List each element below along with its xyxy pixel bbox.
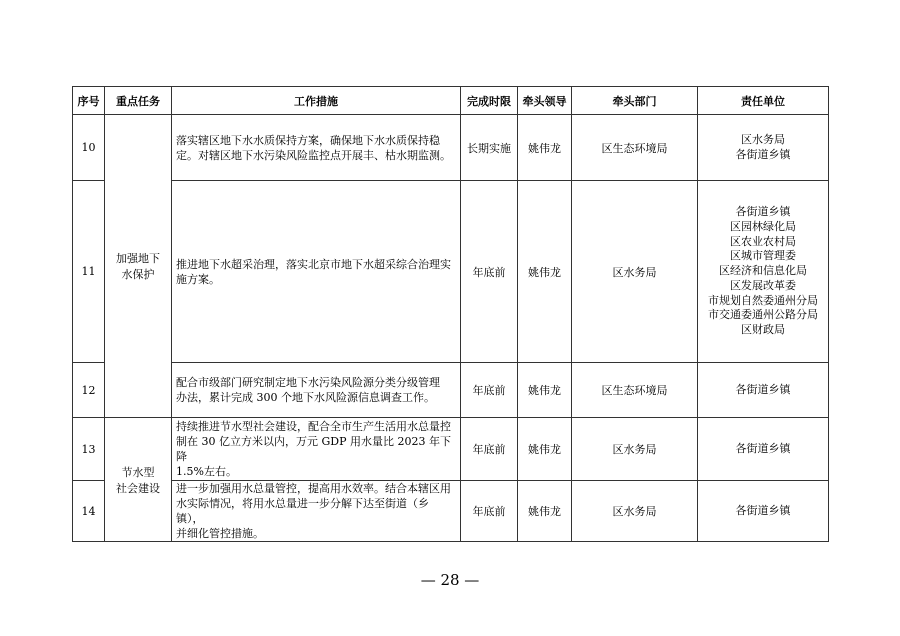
deadline-cell: 年底前 xyxy=(461,481,518,542)
row-number: 11 xyxy=(73,181,105,363)
table-row xyxy=(73,181,829,363)
measure-line: 1.5%左右。 xyxy=(176,465,237,478)
measure-line: 进一步加强用水总量管控，提高用水效率。结合本辖区用 xyxy=(176,482,451,495)
key-task-line: 水保护 xyxy=(121,268,155,281)
leader-cell: 姚伟龙 xyxy=(518,115,572,181)
key-task-line: 加强地下 xyxy=(116,252,160,265)
dept-cell: 区水务局 xyxy=(572,418,698,481)
table-row xyxy=(73,481,829,542)
leader-cell: 姚伟龙 xyxy=(518,363,572,418)
leader-cell: 姚伟龙 xyxy=(518,181,572,363)
key-task-line: 社会建设 xyxy=(116,481,160,495)
header-task: 重点任务 xyxy=(105,87,172,115)
header-units: 责任单位 xyxy=(698,87,829,115)
measure-cell xyxy=(172,115,461,181)
leader-cell: 姚伟龙 xyxy=(518,418,572,481)
unit-line: 各街道乡镇 xyxy=(735,441,791,455)
table-header-row xyxy=(73,87,829,115)
measure-line: 落实辖区地下水水质保持方案，确保地下水水质保持稳 xyxy=(176,133,440,147)
unit-line: 各街道乡镇 xyxy=(735,503,791,517)
key-task-cell xyxy=(105,418,172,542)
table-row xyxy=(73,363,829,418)
header-dept: 牵头部门 xyxy=(572,87,698,115)
row-number: 12 xyxy=(73,363,105,418)
unit-line: 区农业农村局 xyxy=(730,234,796,248)
unit-line: 各街道乡镇 xyxy=(735,382,791,396)
unit-line: 区财政局 xyxy=(741,323,785,337)
deadline-cell: 年底前 xyxy=(461,181,518,363)
header-deadline: 完成时限 xyxy=(461,87,518,115)
task-table xyxy=(72,86,829,542)
measure-line: 持续推进节水型社会建设，配合全市生产生活用水总量控 xyxy=(176,420,451,433)
table-row xyxy=(73,418,829,481)
measure-line: 并细化管控措施。 xyxy=(176,527,264,540)
dept-cell: 区生态环境局 xyxy=(572,363,698,418)
key-task-line: 节水型 xyxy=(121,465,155,479)
header-leader: 牵头领导 xyxy=(518,87,572,115)
units-cell xyxy=(698,181,829,363)
measure-line: 制在 30 亿立方米以内，万元 GDP 用水量比 2023 年下降 xyxy=(176,435,451,463)
table-row xyxy=(73,115,829,181)
units-cell xyxy=(698,363,829,418)
unit-line: 市交通委通州公路分局 xyxy=(708,308,818,322)
header-measure: 工作措施 xyxy=(172,87,461,115)
document-page xyxy=(72,86,829,542)
measure-cell xyxy=(172,181,461,363)
dept-cell: 区水务局 xyxy=(572,481,698,542)
unit-line: 区水务局 xyxy=(741,132,785,146)
measure-line: 办法，累计完成 300 个地下水风险源信息调查工作。 xyxy=(176,391,435,404)
units-cell xyxy=(698,115,829,181)
measure-line: 施方案。 xyxy=(176,272,220,286)
unit-line: 各街道乡镇 xyxy=(735,204,791,218)
unit-line: 各街道乡镇 xyxy=(735,147,791,161)
dept-cell: 区水务局 xyxy=(572,181,698,363)
unit-line: 区园林绿化局 xyxy=(730,219,796,233)
key-task-cell xyxy=(105,115,172,418)
units-cell xyxy=(698,418,829,481)
deadline-cell: 年底前 xyxy=(461,418,518,481)
measure-cell xyxy=(172,481,461,542)
measure-line: 配合市级部门研究制定地下水污染风险源分类分级管理 xyxy=(176,376,440,389)
unit-line: 市规划自然委通州分局 xyxy=(708,293,818,307)
deadline-cell: 年底前 xyxy=(461,363,518,418)
row-number: 14 xyxy=(73,481,105,542)
page-number: — 28 — xyxy=(420,571,480,589)
measure-line: 推进地下水超采治理，落实北京市地下水超采综合治理实 xyxy=(176,257,451,271)
dept-cell: 区生态环境局 xyxy=(572,115,698,181)
units-cell xyxy=(698,481,829,542)
unit-line: 区发展改革委 xyxy=(730,278,796,292)
unit-line: 区经济和信息化局 xyxy=(719,264,807,278)
row-number: 10 xyxy=(73,115,105,181)
leader-cell: 姚伟龙 xyxy=(518,481,572,542)
row-number: 13 xyxy=(73,418,105,481)
measure-line: 水实际情况，将用水总量进一步分解下达至街道（乡镇）， xyxy=(176,497,429,525)
header-seq: 序号 xyxy=(73,87,105,115)
unit-line: 区城市管理委 xyxy=(730,249,796,263)
measure-cell xyxy=(172,363,461,418)
measure-line: 定。对辖区地下水污染风险监控点开展丰、枯水期监测。 xyxy=(176,148,451,162)
deadline-cell: 长期实施 xyxy=(461,115,518,181)
measure-cell xyxy=(172,418,461,481)
